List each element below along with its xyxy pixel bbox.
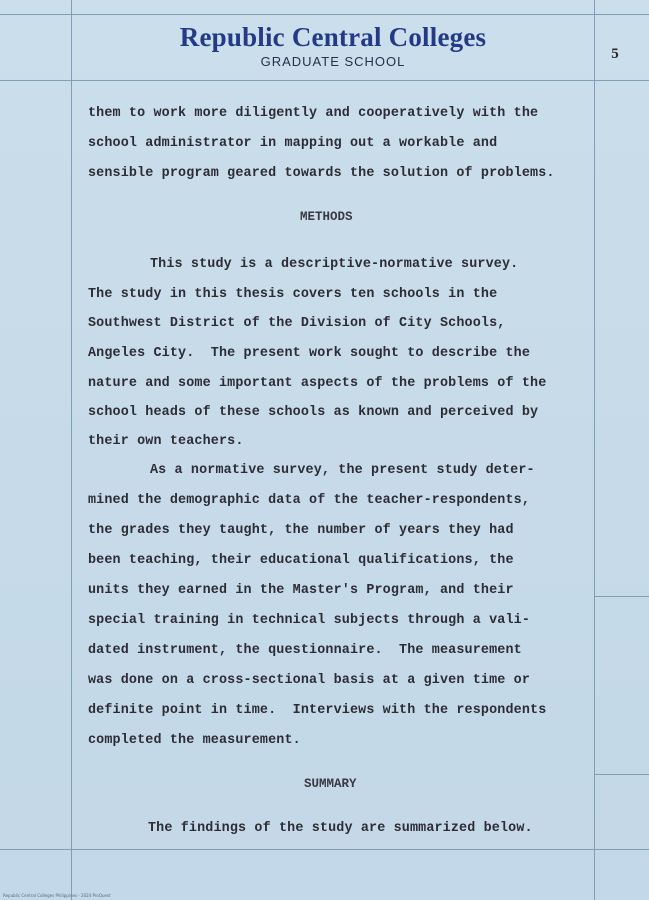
methods-heading: METHODS	[300, 210, 353, 224]
text-line: school administrator in mapping out a workable and	[88, 136, 498, 151]
page-number: 5	[611, 46, 619, 62]
text-line: been teaching, their educational qualifications, the	[88, 553, 514, 568]
header-rule	[0, 80, 649, 81]
text-line: nature and some important aspects of the problems of the	[88, 376, 547, 391]
summary-heading: SUMMARY	[304, 777, 357, 791]
school-subtitle: GRADUATE SCHOOL	[260, 54, 406, 69]
text-line: the grades they taught, the number of years they had	[88, 523, 514, 538]
text-line: was done on a cross-sectional basis at a given time or	[88, 673, 531, 688]
margin-tick-1	[594, 596, 649, 597]
text-line: The study in this thesis covers ten schools in the	[88, 287, 498, 302]
text-line: sensible program geared towards the solution of problems.	[88, 166, 555, 181]
text-line: them to work more diligently and cooperatively with the	[88, 106, 539, 121]
left-margin-rule	[71, 0, 72, 900]
footer-rule	[0, 849, 649, 850]
text-line: Angeles City. The present work sought to describe the	[88, 346, 531, 361]
text-line: completed the measurement.	[88, 733, 301, 748]
text-line: As a normative survey, the present study deter-	[150, 463, 535, 478]
text-line: school heads of these schools as known and perceived by	[88, 405, 539, 420]
text-line: special training in technical subjects through a vali-	[88, 613, 531, 628]
institution-title: Republic Central Colleges	[179, 22, 487, 52]
text-line: mined the demographic data of the teacher-respondents,	[88, 493, 531, 508]
margin-tick-2	[594, 774, 649, 775]
right-margin-rule	[594, 0, 595, 900]
text-line: definite point in time. Interviews with the respondents	[88, 703, 547, 718]
scan-footer-note: Republic Central Colleges Philippines - 2024 ProQuest	[3, 893, 111, 898]
text-line: units they earned in the Master's Program, and their	[88, 583, 514, 598]
text-line: their own teachers.	[88, 434, 244, 449]
text-line: dated instrument, the questionnaire. The measurement	[88, 643, 522, 658]
text-line: The findings of the study are summarized below.	[148, 821, 533, 836]
top-rule	[0, 14, 649, 15]
text-line: This study is a descriptive-normative survey.	[150, 257, 519, 272]
text-line: Southwest District of the Division of City Schools,	[88, 316, 506, 331]
